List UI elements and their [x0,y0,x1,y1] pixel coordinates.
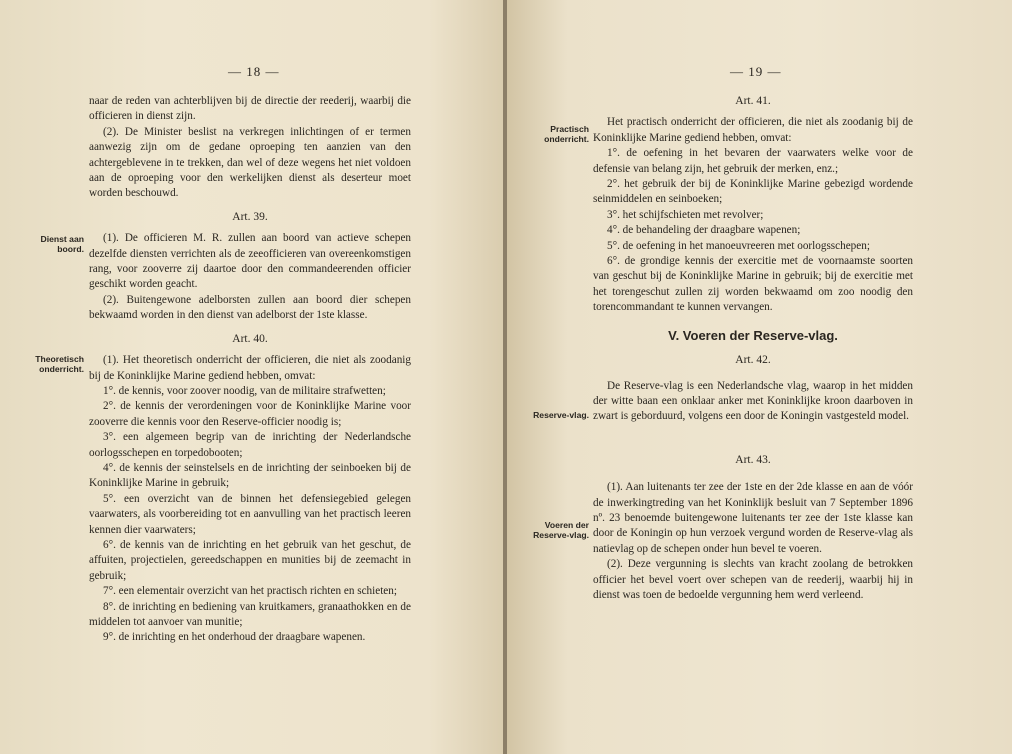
article-heading-43: Art. 43. [735,453,771,466]
page-number-18: — 18 — [228,64,280,79]
margin-note-dienst-aan-boord: Dienst aan boord. [40,234,84,254]
art41-item-2: 2°. het gebruik der bij de Koninklijke Marine gebezigd wordende seinmiddelen en seinboeken; [593,178,913,206]
art40-item-6: 6°. de kennis van de inrichting en het gebruik van het geschut, de affuiten, projectielen, gereedschappen en munities bij de zeemacht in gebruik; [89,538,411,582]
art41-item-1: 1°. de oefening in het bevaren der vaarwaters welke voor de defensie van belang zijn, het gebruik der merken, enz.; [593,147,913,175]
margin-note-theoretisch-onderricht: Theoretisch onderricht. [35,354,84,374]
left-text-column [89,94,411,646]
art43-paragraph-1: (1). Aan luitenants ter zee der 1ste en der 2de klasse en aan de vóór de inwerkingtreding van het Koninklijk besluit van 7 September 1896 nº. 23 benoemde buitengewone luitenants ter zee der 1ste klasse kan door de Koningin op hun verzoek vergund worden de Reserve-vlag als natievlag op de schepen onder hun bevel te voeren. [593,481,913,555]
right-page [507,0,1012,754]
article-heading-40: Art. 40. [232,332,268,345]
margin-note-reserve-vlag: Reserve-vlag. [533,410,589,420]
art43-paragraph-2: (2). Deze vergunning is slechts van kracht zoolang de betrokken officier het bevel voert over schepen van de reederij, waarbij hij in dienst was toen de bedoelde vergunning hem werd verleend. [593,558,913,601]
section-heading-v: V. Voeren der Reserve-vlag. [668,327,838,343]
art40-item-4: 4°. de kennis der seinstelsels en de inrichting der seinboeken bij de Koninklijke Marine in gebruik; [89,461,411,490]
right-text-column [593,92,913,603]
art41-item-6: 6°. de grondige kennis der exercitie met de voornaamste soorten van geschut bij de Koninklijke Marine in gebruik; bij de exercitie met het torengeschut zullen zij worden bekwaamd om zoo noodig den torencommandant te kunnen vervangen. [593,255,913,314]
art41-item-4: 4°. de behandeling der draagbare wapenen; [607,224,801,237]
page-number-19: — 19 — [730,64,782,79]
left-page [0,0,505,754]
art40-item-9: 9°. de inrichting en het onderhoud der draagbare wapenen. [103,631,366,644]
paragraph-art38-2: (2). De Minister beslist na verkregen inlichtingen of er termen aanwezig zijn om de gedane oproeping ten aanzien van den achtergeblevene in te trekken, dan wel of deze wegens het niet voldoen aan de oproeping voor den werkelijken dienst als deserteur moet worden beschouwd. [89,125,411,200]
paragraph-continuation: naar de reden van achterblijven bij de directie der reederij, waarbij die officieren in dienst zijn. [89,95,411,123]
art40-item-7: 7°. een elementair overzicht van het practisch richten en schieten; [103,585,397,598]
art40-item-2: 2°. de kennis der verordeningen voor de Koninklijke Marine voor zooverre die kennis voor den Reserve-officier noodig is; [89,400,411,428]
article-heading-41: Art. 41. [735,95,771,107]
art41-intro: Het practisch onderricht der officieren, die niet als zoodanig bij de Koninklijke Marine gediend hebben, omvat: [593,116,913,144]
art40-item-3: 3°. een algemeen begrip van de inrichting der Nederlandsche oorlogsschepen en torpedobooten; [89,431,411,459]
article-heading-42: Art. 42. [735,354,771,367]
art40-item-5: 5°. een overzicht van de binnen het defensiegebied gelegen vaarwaters, als voorbereiding tot en aanvulling van het practisch leeren kennen dier vaarwaters; [89,492,411,536]
spacer [593,425,913,445]
art40-item-1: 1°. de kennis, voor zoover noodig, van de militaire strafwetten; [103,384,386,397]
art40-intro: (1). Het theoretisch onderricht der officieren, die niet als zoodanig bij de Koninklijke Marine gediend hebben, omvat: [89,354,411,382]
art40-item-8: 8°. de inrichting en bediening van kruitkamers, granaathokken en de middelen tot aanvoer van munitie; [89,600,411,628]
art41-item-3: 3°. het schijfschieten met revolver; [607,208,764,221]
margin-note-practisch-onderricht: Practisch onderricht. [544,124,589,144]
art39-paragraph-1: (1). De officieren M. R. zullen aan boord van actieve schepen dezelfde diensten verrichten als de zeeofficieren van overeenkomstigen rang, voor zooverre zij daartoe door den commandeerenden officier geschikt worden geacht. [89,232,411,291]
margin-note-voeren-der-reserve-vlag: Voeren der Reserve-vlag. [533,520,589,540]
art39-paragraph-2: (2). Buitengewone adelborsten zullen aan boord dier schepen bekwaamd worden in den dienst van adelborst der 1ste klasse. [89,293,411,322]
article-heading-39: Art. 39. [232,210,268,223]
art42-text: De Reserve-vlag is een Nederlandsche vlag, waarop in het midden der witte baan een onklaar anker met Koninklijke kroon daarboven in zwart is geborduurd, volgens een door de Koningin vastgesteld model. [593,379,913,423]
art41-item-5: 5°. de oefening in het manoeuvreeren met oorlogsschepen; [607,239,870,252]
